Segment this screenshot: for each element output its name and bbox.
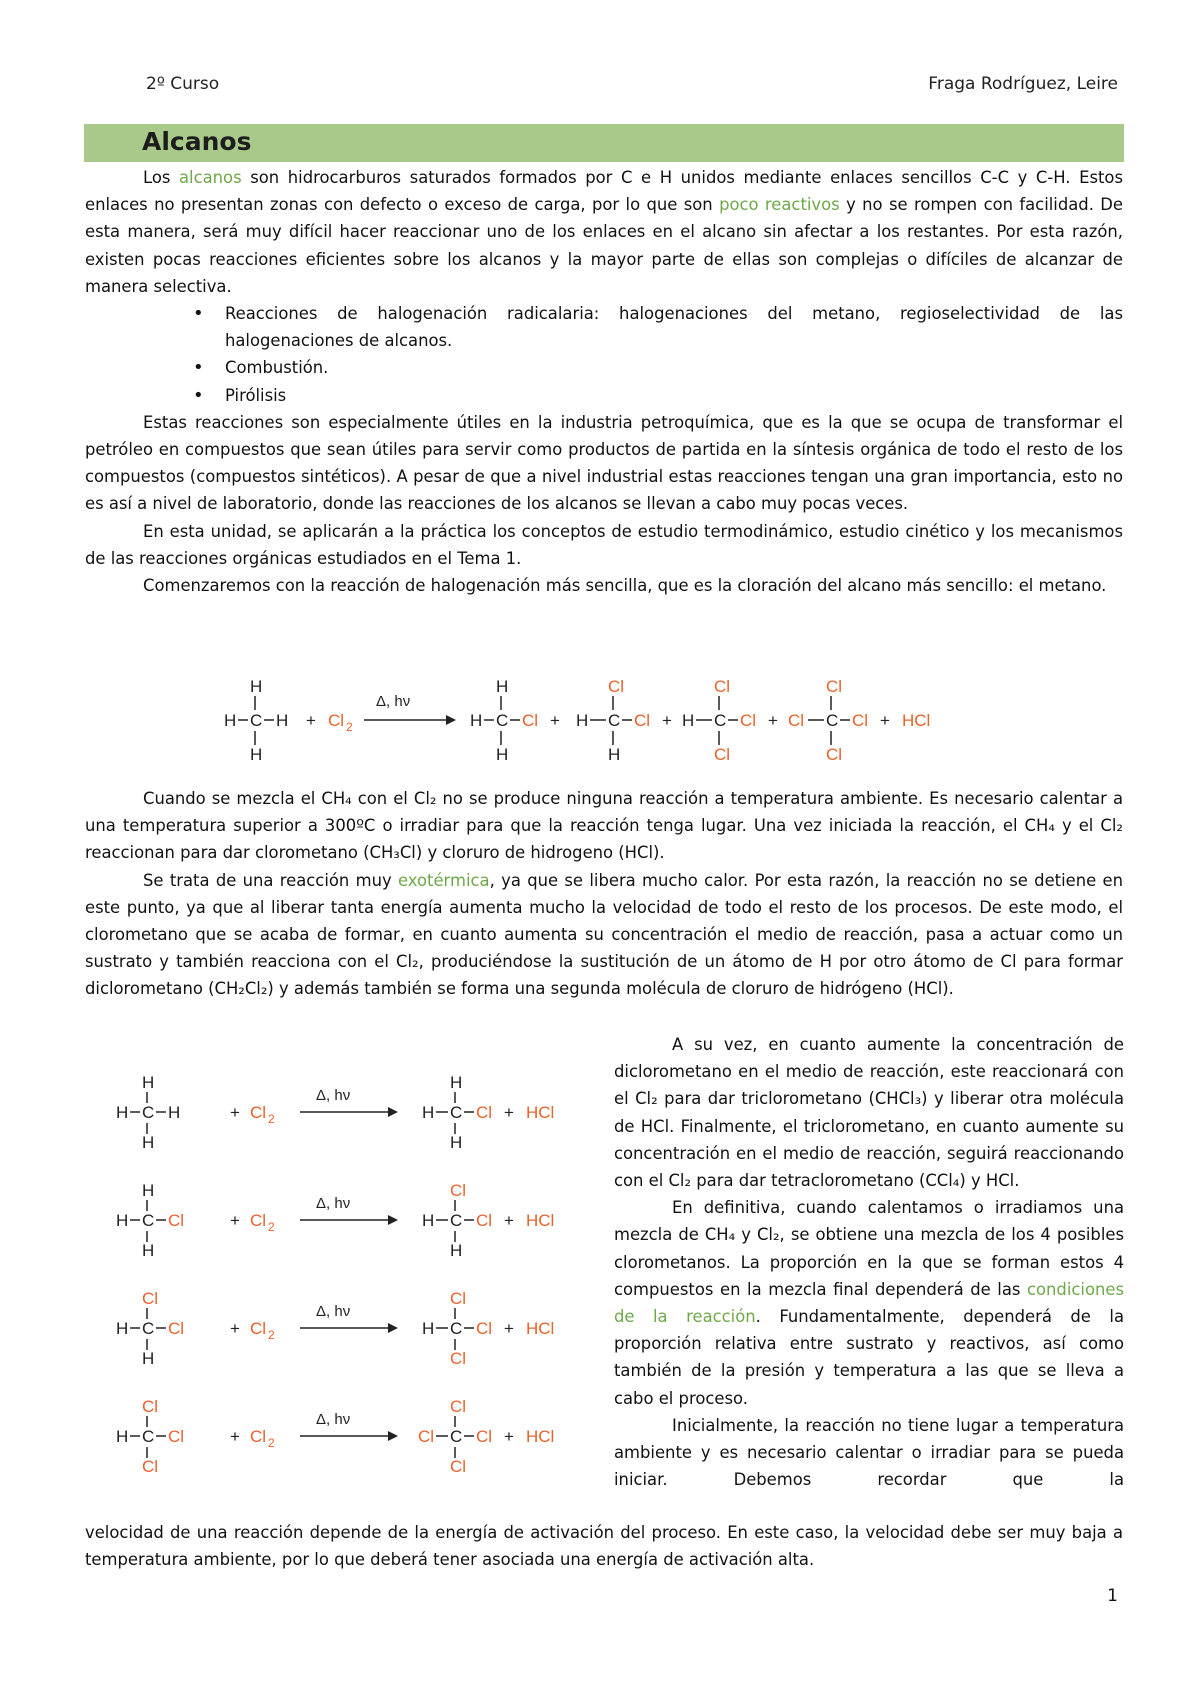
body-text-top	[85, 164, 1123, 599]
svg-text:C: C	[142, 1211, 155, 1230]
svg-text:H: H	[450, 1241, 463, 1260]
svg-text:2: 2	[268, 1328, 275, 1342]
svg-text:Δ, hν: Δ, hν	[316, 1195, 351, 1212]
page-number: 1	[1107, 1586, 1118, 1606]
svg-text:H: H	[682, 711, 695, 730]
svg-text:+: +	[504, 1103, 514, 1122]
svg-text:H: H	[142, 1241, 155, 1260]
svg-text:Cl: Cl	[714, 745, 731, 764]
svg-text:+: +	[662, 711, 672, 730]
svg-text:C: C	[826, 711, 839, 730]
reaction-list	[85, 300, 1123, 409]
list-item: • Combustión.	[225, 354, 1123, 381]
paragraph-definitiva: En definitiva, cuando calentamos o irradiamos una mezcla de CH₄ y Cl₂, se obtiene una mezcla de los 4 posibles clorometanos. La proporción en la que se forman estos 4 compuestos en la mezcla final dependerá de las condiciones de la reacción. Fundamentalmente, dependerá de la proporción relativa entre sustrato y reactivos, así como también de la presión y temperatura a las que se lleva a cabo el proceso.	[614, 1198, 1124, 1408]
header-author: Fraga Rodríguez, Leire	[928, 74, 1118, 94]
svg-text:C: C	[450, 1427, 463, 1446]
svg-text:H: H	[608, 745, 621, 764]
intro-paragraph: Los alcanos son hidrocarburos saturados formados por C e H unidos mediante enlaces sencillos C-C y C-H. Estos enlaces no presentan zonas con defecto o exceso de carga, por lo que son poco reactivos y no se rompen con facilidad. De esta manera, será muy difícil hacer reaccionar uno de los enlaces en el alcano sin afectar a los restantes. Por esta razón, existen pocas reacciones eficientes sobre los alcanos y la mayor parte de ellas son complejas o difíciles de alcanzar de manera selectiva.	[85, 168, 1123, 296]
svg-text:Cl: Cl	[826, 677, 843, 696]
svg-text:H: H	[276, 711, 289, 730]
paragraph-petroquimica: Estas reacciones son especialmente útiles en la industria petroquímica, que es la que se ocupa de transformar el petróleo en compuestos que sean útiles para servir como productos de partida en la síntesis orgánica de todo el resto de los compuestos (compuestos sintéticos). A pesar de que a nivel industrial estas reacciones tengan una gran importancia, esto no es así a nivel de laboratorio, donde las reacciones de los alcanos se llevan a cabo muy pocas veces.	[85, 412, 1123, 514]
svg-text:Cl: Cl	[714, 677, 731, 696]
svg-text:Cl: Cl	[476, 1103, 493, 1122]
svg-text:Cl: Cl	[142, 1289, 159, 1308]
paragraph-comenzaremos: Comenzaremos con la reacción de halogenación más sencilla, que es la cloración del alcano más sencillo: el metano.	[143, 576, 1107, 596]
svg-text:+: +	[306, 711, 316, 730]
paragraph-velocidad: velocidad de una reacción depende de la energía de activación del proceso. En este caso, la velocidad debe ser muy baja a temperatura ambiente, por lo que deberá tener asociada una energía de activación alta.	[85, 1523, 1123, 1570]
svg-text:H: H	[470, 711, 483, 730]
svg-text:2: 2	[346, 720, 353, 734]
svg-text:Cl: Cl	[476, 1211, 493, 1230]
svg-text:Cl: Cl	[328, 711, 345, 730]
body-text-right-column	[614, 1031, 1124, 1493]
svg-text:HCl: HCl	[526, 1427, 555, 1446]
svg-text:Δ, hν: Δ, hν	[316, 1087, 351, 1104]
svg-text:C: C	[142, 1103, 155, 1122]
paragraph-diclorometano: A su vez, en cuanto aumente la concentración de diclorometano en el medio de reacción, este reaccionará con el Cl₂ para dar triclorometano (CHCl₃) y liberar otra molécula de HCl. Finalmente, el triclorometano, en cuanto aumente su concentración en el medio de reacción, seguirá reaccionando con el Cl₂ para dar tetraclorometano (CCl₄) y HCl.	[614, 1035, 1124, 1191]
svg-text:H: H	[142, 1073, 155, 1092]
svg-text:Δ, hν: Δ, hν	[316, 1411, 351, 1428]
svg-text:H: H	[422, 1319, 435, 1338]
svg-text:Cl: Cl	[608, 677, 625, 696]
svg-text:+: +	[504, 1211, 514, 1230]
svg-text:C: C	[450, 1103, 463, 1122]
svg-text:Cl: Cl	[852, 711, 869, 730]
svg-text:Cl: Cl	[250, 1211, 267, 1230]
svg-text:+: +	[550, 711, 560, 730]
svg-text:+: +	[230, 1427, 240, 1446]
svg-text:C: C	[142, 1319, 155, 1338]
svg-text:Cl: Cl	[450, 1289, 467, 1308]
svg-text:Cl: Cl	[826, 745, 843, 764]
svg-text:HCl: HCl	[526, 1103, 555, 1122]
svg-text:HCl: HCl	[526, 1211, 555, 1230]
svg-text:C: C	[450, 1211, 463, 1230]
svg-text:C: C	[142, 1427, 155, 1446]
svg-text:Cl: Cl	[250, 1319, 267, 1338]
svg-text:H: H	[116, 1319, 129, 1338]
svg-text:H: H	[116, 1103, 129, 1122]
keyword-alcanos: alcanos	[179, 168, 242, 187]
svg-text:+: +	[230, 1103, 240, 1122]
svg-text:Cl: Cl	[740, 711, 757, 730]
svg-text:H: H	[142, 1133, 155, 1152]
methane-chlorination-figure	[224, 670, 1024, 770]
svg-text:H: H	[250, 677, 263, 696]
svg-text:Cl: Cl	[450, 1457, 467, 1476]
svg-text:HCl: HCl	[526, 1319, 555, 1338]
arrow-conditions: Δ, hν	[376, 693, 411, 710]
svg-text:H: H	[116, 1211, 129, 1230]
keyword-condiciones: condiciones de la reacción	[614, 1279, 1124, 1327]
svg-text:C: C	[608, 711, 621, 730]
svg-text:Cl: Cl	[142, 1397, 159, 1416]
svg-text:H: H	[496, 745, 509, 764]
paragraph-unidad: En esta unidad, se aplicarán a la práctica los conceptos de estudio termodinámico, estudio cinético y los mecanismos de las reacciones orgánicas estudiados en el Tema 1.	[85, 521, 1123, 568]
svg-text:Cl: Cl	[142, 1457, 159, 1476]
svg-text:H: H	[450, 1133, 463, 1152]
svg-text:Cl: Cl	[634, 711, 651, 730]
svg-text:Cl: Cl	[168, 1319, 185, 1338]
svg-text:H: H	[496, 677, 509, 696]
svg-text:Cl: Cl	[450, 1181, 467, 1200]
svg-text:H: H	[422, 1211, 435, 1230]
svg-text:Cl: Cl	[788, 711, 805, 730]
paragraph-inicialmente: Inicialmente, la reacción no tiene lugar a temperatura ambiente y es necesario calentar o irradiar para se pueda iniciar. Debemos recordar que la	[614, 1415, 1124, 1490]
svg-text:H: H	[168, 1103, 181, 1122]
page-title: Alcanos	[142, 127, 252, 156]
svg-text:+: +	[230, 1319, 240, 1338]
svg-text:H: H	[116, 1427, 129, 1446]
keyword-exotermica: exotérmica	[398, 870, 490, 890]
svg-text:Cl: Cl	[450, 1397, 467, 1416]
svg-text:H: H	[422, 1103, 435, 1122]
keyword-poco-reactivos: poco reactivos	[719, 195, 840, 215]
paragraph-mezcla: Cuando se mezcla el CH₄ con el Cl₂ no se produce ninguna reacción a temperatura ambiente. Es necesario calentar a una temperatura superior a 300ºC o irradiar para que la reacción tenga lugar. Una vez iniciada la reacción, el CH₄ y el Cl₂ reaccionan para dar clorometano (CH₃Cl) y cloruro de hidrogeno (HCl).	[85, 789, 1123, 863]
body-text-middle	[85, 785, 1123, 1003]
svg-text:Cl: Cl	[476, 1319, 493, 1338]
svg-text:2: 2	[268, 1436, 275, 1450]
svg-text:Cl: Cl	[476, 1427, 493, 1446]
svg-text:2: 2	[268, 1112, 275, 1126]
svg-text:H: H	[450, 1073, 463, 1092]
svg-text:+: +	[504, 1427, 514, 1446]
paragraph-exotermica: Se trata de una reacción muy exotérmica, ya que se libera mucho calor. Por esta razón, la reacción no se detiene en este punto, ya que al liberar tanta energía aumenta mucho la velocidad de todo el resto de los procesos. De este modo, el clorometano que se acaba de formar, en cuanto aumenta su concentración el medio de reacción, pasa a actuar como un sustrato y también reacciona con el Cl₂, produciéndose la sustitución de un átomo de H por otro átomo de Cl para formar diclorometano (CH₂Cl₂) y además también se forma una segunda molécula de cloruro de hidrógeno (HCl).	[85, 870, 1124, 999]
header-course: 2º Curso	[146, 74, 220, 94]
svg-text:Cl: Cl	[250, 1427, 267, 1446]
svg-text:H: H	[576, 711, 589, 730]
svg-text:Cl: Cl	[450, 1349, 467, 1368]
svg-text:C: C	[450, 1319, 463, 1338]
stepwise-chlorination-figure	[110, 1070, 600, 1500]
svg-text:C: C	[250, 711, 263, 730]
list-item: • Reacciones de halogenación radicalaria: halogenaciones del metano, regioselectividad de las halogenaciones de alcanos.	[225, 300, 1123, 354]
svg-text:Δ, hν: Δ, hν	[316, 1303, 351, 1320]
svg-text:H: H	[142, 1349, 155, 1368]
title-bar	[84, 124, 1124, 162]
svg-text:H: H	[142, 1181, 155, 1200]
svg-text:H: H	[224, 711, 237, 730]
svg-text:C: C	[496, 711, 509, 730]
svg-text:+: +	[230, 1211, 240, 1230]
svg-text:+: +	[504, 1319, 514, 1338]
list-item: • Pirólisis	[225, 382, 1123, 409]
svg-text:H: H	[250, 745, 263, 764]
svg-text:+: +	[880, 711, 890, 730]
svg-text:Cl: Cl	[522, 711, 539, 730]
svg-text:+: +	[768, 711, 778, 730]
svg-text:Cl: Cl	[250, 1103, 267, 1122]
svg-text:C: C	[714, 711, 727, 730]
svg-text:HCl: HCl	[902, 711, 931, 730]
svg-text:Cl: Cl	[418, 1427, 435, 1446]
svg-text:Cl: Cl	[168, 1211, 185, 1230]
svg-text:Cl: Cl	[168, 1427, 185, 1446]
svg-text:2: 2	[268, 1220, 275, 1234]
